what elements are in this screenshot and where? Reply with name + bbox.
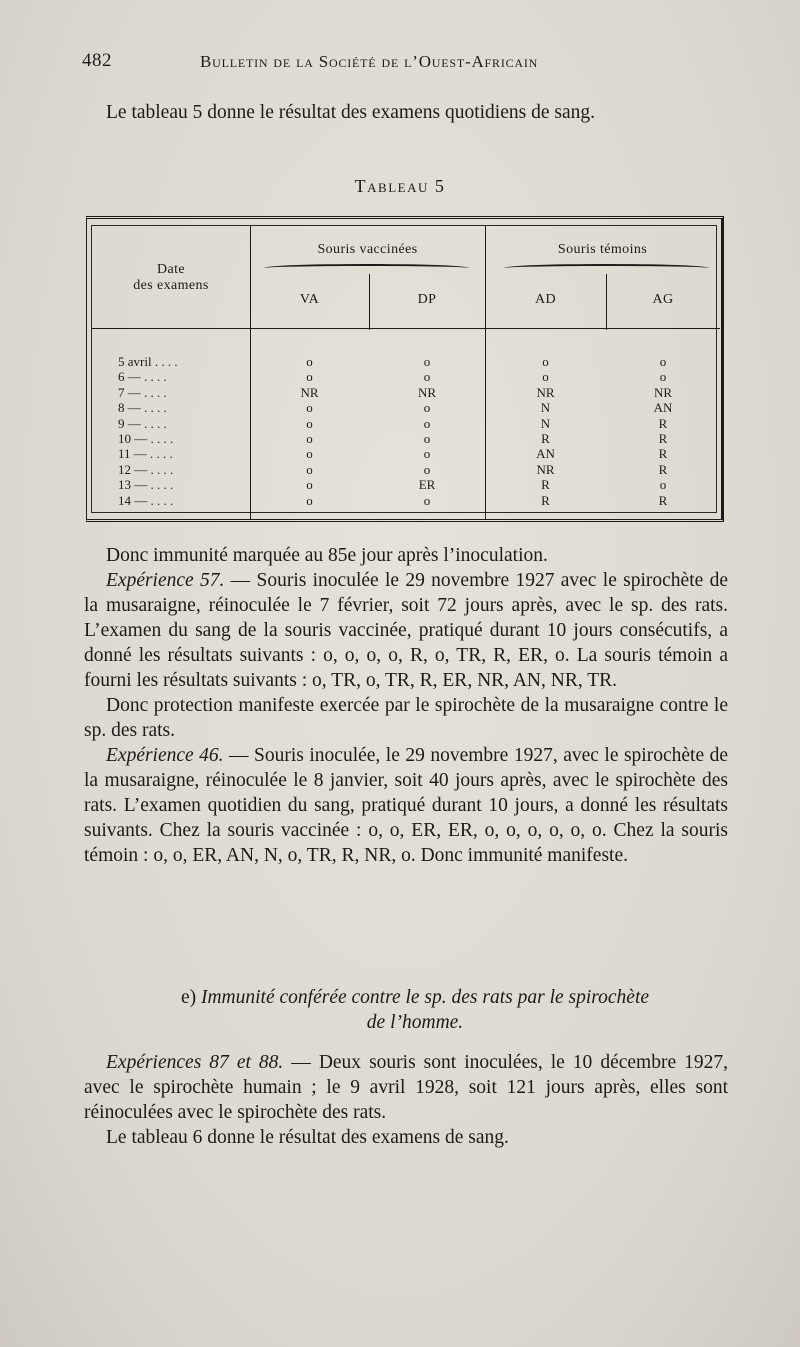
va-cell: o (306, 461, 313, 477)
date-cell: 8 — . . . . (118, 400, 167, 416)
intro-paragraph: Le tableau 5 donne le résultat des examens quotidiens de sang. (106, 102, 595, 123)
col-ag-header: AG (652, 292, 674, 307)
ad-cell: NR (536, 461, 555, 477)
paragraph-conclusion-85: Donc immunité marquée au 85e jour après l’inoculation. (106, 545, 548, 566)
experience-46-label: Expérience 46. (106, 745, 224, 766)
dp-cell: o (423, 431, 431, 447)
col-dp-header: DP (417, 292, 437, 307)
brace-control (504, 264, 709, 272)
ag-cell: o (659, 369, 667, 385)
brace-vaccinated (264, 264, 469, 272)
va-cell: o (306, 369, 313, 385)
date-column (118, 354, 178, 508)
date-header (92, 262, 250, 294)
dp-cell: o (423, 400, 431, 416)
ad-column (485, 354, 606, 508)
date-cell: 12 — . . . . (118, 461, 174, 477)
section-title-line1: Immunité conférée contre le sp. des rats par le spirochète (200, 987, 650, 1008)
date-header-line1: Date (156, 262, 186, 277)
group-vaccinated-header: Souris vaccinées (317, 242, 418, 257)
ad-cell: o (542, 369, 549, 385)
date-cell: 13 — . . . . (118, 477, 174, 493)
ag-cell: R (658, 446, 668, 462)
ad-cell: R (541, 492, 550, 508)
date-cell: 9 — . . . . (118, 415, 167, 431)
date-cell: 14 — . . . . (118, 492, 174, 508)
va-cell: o (306, 431, 313, 447)
ag-cell: AN (653, 400, 673, 416)
dp-column (369, 354, 485, 508)
ag-cell: o (659, 354, 667, 369)
va-cell: o (306, 477, 313, 493)
table-caption: Tableau 5 (354, 176, 446, 196)
section-title-line2: de l’homme. (366, 1012, 464, 1033)
va-cell: o (306, 354, 313, 369)
va-cell: o (306, 446, 313, 462)
va-cell: o (306, 415, 313, 431)
va-cell: NR (300, 384, 319, 400)
experiences-87-88-text: — Deux souris sont inoculées, le 10 décembre 1927, avec le spirochète humain ; le 9 avril 1928, soit 121 jours après, elles sont réinoculées avec le spirochète des rats. (84, 1052, 728, 1123)
date-cell: 10 — . . . . (118, 431, 174, 447)
dp-cell: o (423, 354, 431, 369)
experience-46-text: — Souris inoculée, le 29 novembre 1927, avec le spirochète de la musaraigne, réinoculée le 8 janvier, soit 40 jours après, avec le spirochète des rats. L’examen quotidien du sang, pratiqué durant 10 jours, a donné les résultats suivants. Chez la souris vaccinée : o, o, ER, ER, o, o, o, o, o, o. Chez la souris témoin : o, o, ER, AN, N, o, TR, R, NR, o. Donc immunité manifeste. (84, 745, 728, 866)
paragraph-table-6: Le tableau 6 donne le résultat des examens de sang. (106, 1127, 509, 1148)
ad-cell: N (540, 415, 551, 431)
dp-cell: o (423, 446, 431, 462)
date-header-line2: des examens (133, 278, 209, 293)
ad-cell: NR (536, 384, 555, 400)
header-rule (92, 328, 720, 329)
dp-cell: o (423, 415, 431, 431)
ad-cell: R (541, 431, 550, 447)
date-cell: 6 — . . . . (118, 369, 167, 385)
ag-cell: R (658, 415, 668, 431)
section-heading (100, 985, 730, 1035)
paragraph-experience-57 (84, 568, 728, 693)
col-va-header: VA (299, 292, 320, 307)
ag-cell: NR (653, 384, 673, 400)
section-mark: e) (180, 987, 197, 1008)
date-cell: 5 avril . . . . (118, 354, 178, 369)
running-title: Bulletin de la Société de l’Ouest-Africain (200, 52, 539, 71)
paragraph-experiences-87-88 (84, 1050, 728, 1125)
date-cell: 7 — . . . . (118, 384, 167, 400)
ad-cell: AN (536, 446, 555, 462)
page-number: 482 (82, 50, 112, 71)
ag-cell: R (658, 492, 668, 508)
ag-cell: R (658, 461, 668, 477)
body-text-2 (84, 1050, 728, 1150)
dp-cell: o (423, 492, 431, 508)
ad-cell: o (542, 354, 549, 369)
ag-column (606, 354, 720, 508)
col-ad-header: AD (534, 292, 557, 307)
dp-cell: ER (418, 477, 436, 493)
experience-57-text: — Souris inoculée le 29 novembre 1927 avec le spirochète de la musaraigne, réinoculée le 7 février, soit 72 jours après, avec le sp. des rats. L’examen du sang de la souris vaccinée, pratiqué durant 10 jours consécutifs, a donné les résultats suivants : o, o, o, o, R, o, TR, R, ER, o. La souris témoin a fourni les résultats suivants : o, TR, o, TR, R, ER, NR, AN, NR, TR. (84, 570, 728, 691)
dp-cell: o (423, 369, 431, 385)
va-cell: o (306, 492, 313, 508)
va-column (250, 354, 369, 508)
paragraph-experience-46 (84, 743, 728, 868)
table-inner-frame (91, 225, 717, 513)
body-text (84, 543, 728, 868)
ad-cell: R (541, 477, 550, 493)
experience-57-label: Expérience 57. (106, 570, 225, 591)
ad-cell: N (540, 400, 551, 416)
dp-cell: NR (417, 384, 437, 400)
group-control-header: Souris témoins (557, 242, 648, 257)
experiences-87-88-label: Expériences 87 et 88. (106, 1052, 284, 1073)
date-cell: 11 — . . . . (118, 446, 173, 462)
ag-cell: o (659, 477, 667, 493)
results-table (86, 216, 724, 522)
ag-cell: R (658, 431, 668, 447)
paragraph-protection: Donc protection manifeste exercée par le spirochète de la musaraigne contre le sp. des rats. (84, 695, 728, 741)
dp-cell: o (423, 461, 431, 477)
va-cell: o (306, 400, 313, 416)
